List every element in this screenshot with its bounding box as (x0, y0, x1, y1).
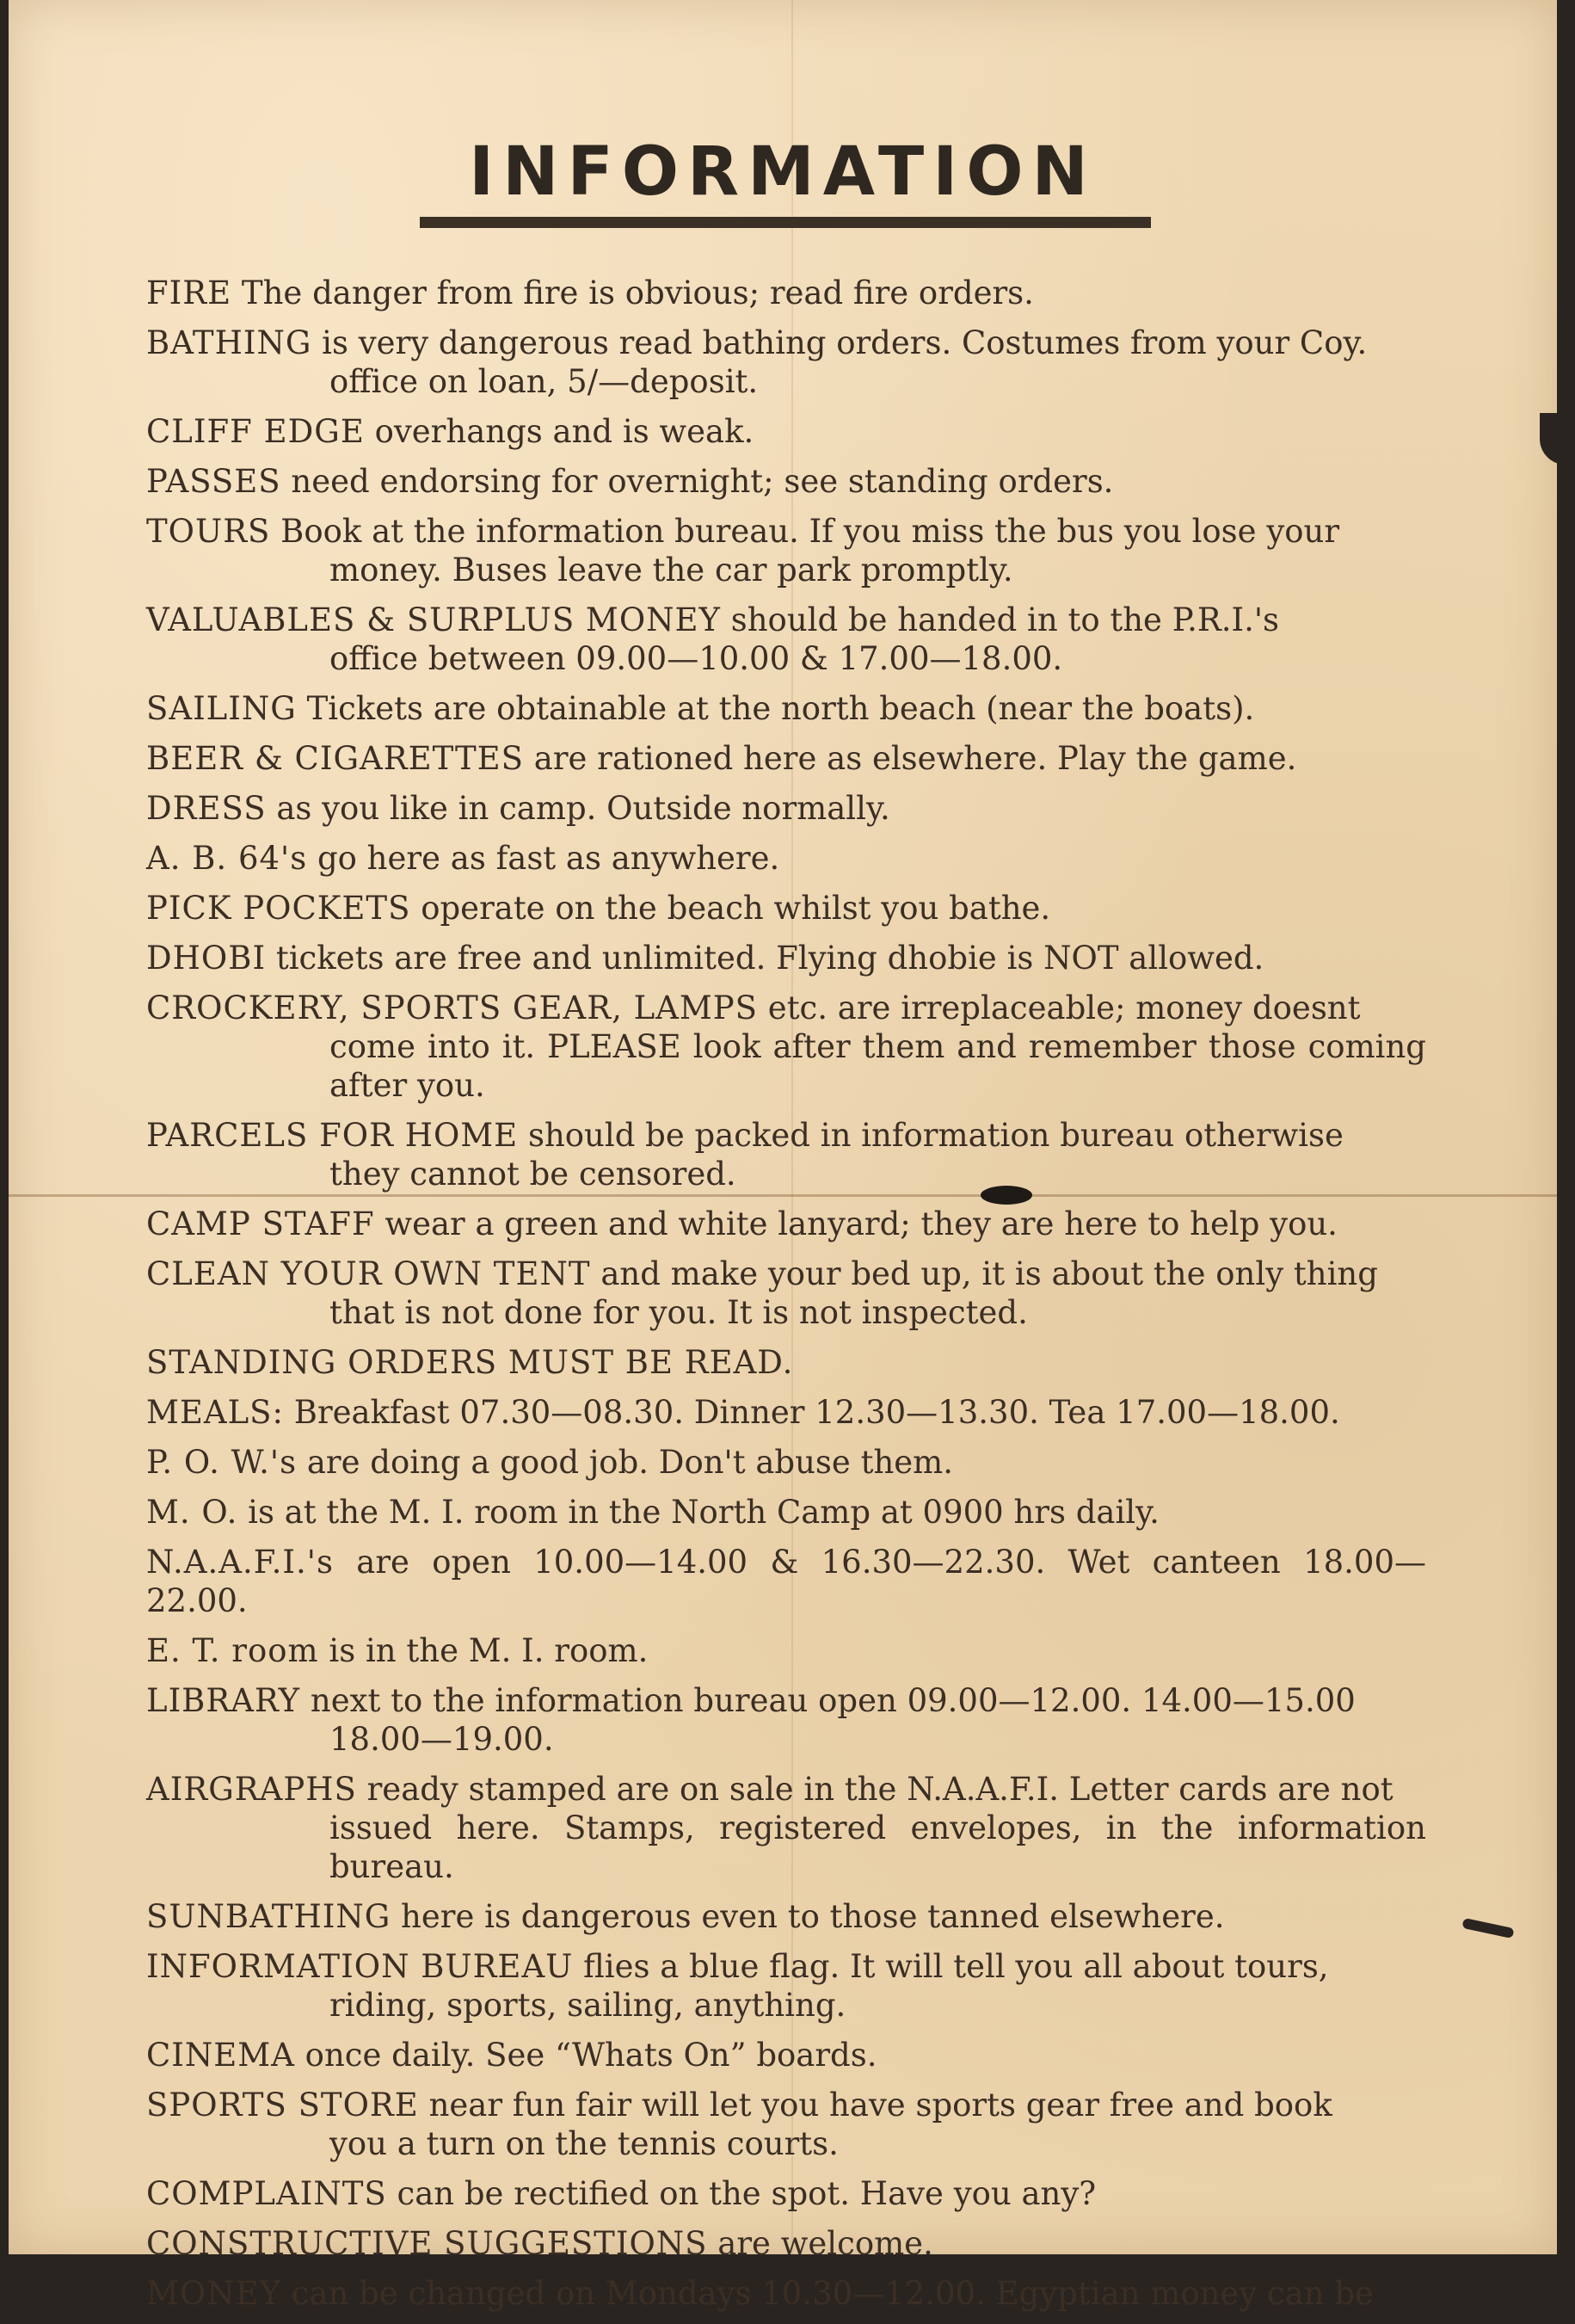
entry-text: are rationed here as elsewhere. Play the game. (524, 740, 1297, 777)
entry-heading: PASSES (146, 463, 281, 500)
entry-heading: INFORMATION BUREAU (146, 1948, 574, 1985)
entry-heading: VALUABLES & SURPLUS MONEY (146, 601, 721, 638)
entry-heading: LIBRARY (146, 1682, 301, 1719)
entry-continuation: they cannot be censored. (329, 1156, 736, 1193)
entry-heading: CLEAN YOUR OWN TENT (146, 1255, 591, 1292)
information-list (146, 274, 1426, 2324)
entry-text: next to the information bureau open 09.00—12.00. 14.00—15.00 (300, 1682, 1356, 1719)
information-entry (146, 462, 1426, 501)
information-entry (146, 412, 1426, 451)
information-entry (146, 1116, 1426, 1193)
entry-text: flies a blue flag. It will tell you all about tours, (573, 1948, 1329, 1985)
information-entry (146, 601, 1426, 678)
entry-text: are welcome. (707, 2225, 933, 2262)
entry-text: is at the M. I. room in the North Camp at 0900 hrs daily. (237, 1494, 1160, 1531)
information-entry (146, 1947, 1426, 2025)
entry-text: are open 10.00—14.00 & 16.30—22.30. Wet canteen 18.00—22.00. (146, 1544, 1426, 1619)
information-entry (146, 274, 1426, 312)
entry-text: overhangs and is weak. (364, 413, 754, 450)
entry-heading: BATHING (146, 324, 312, 361)
entry-heading: SAILING (146, 690, 297, 727)
information-entry (146, 324, 1426, 401)
entry-continuation: come into it. PLEASE look after them and remember those coming after you. (329, 1028, 1426, 1104)
entry-text: here is dangerous even to those tanned elsewhere. (391, 1898, 1225, 1935)
information-entry (146, 1770, 1426, 1886)
entry-heading: TOURS (146, 513, 271, 550)
entry-text: go here as fast as anywhere. (307, 840, 780, 877)
page-title: INFORMATION (469, 133, 1097, 211)
information-entry (146, 789, 1426, 828)
entry-text: wear a green and white lanyard; they are here to help you. (374, 1205, 1338, 1242)
entry-continuation: 18.00—19.00. (329, 1721, 554, 1758)
entry-text: near fun fair will let you have sports gear free and book (418, 2087, 1332, 2124)
entry-continuation: you a turn on the tennis courts. (329, 2125, 839, 2162)
entry-heading: DHOBI (146, 940, 267, 977)
title-underline (420, 217, 1151, 228)
entry-heading: SPORTS STORE (146, 2087, 419, 2124)
information-entry (146, 1681, 1426, 1759)
information-entry (146, 1205, 1426, 1243)
entry-text: Tickets are obtainable at the north beach (near the boats). (296, 690, 1255, 727)
entry-text: as you like in camp. Outside normally. (266, 790, 890, 827)
entry-text: and make your bed up, it is about the only thing (590, 1255, 1378, 1292)
information-entry (146, 839, 1426, 878)
information-entry (146, 512, 1426, 589)
information-entry (146, 1343, 1426, 1382)
entry-text: Book at the information bureau. If you miss the bus you lose your (270, 513, 1340, 550)
entry-heading: CINEMA (146, 2037, 295, 2074)
entry-text: operate on the beach whilst you bathe. (410, 890, 1051, 927)
entry-heading: AIRGRAPHS (146, 1771, 357, 1808)
entry-heading: CROCKERY, SPORTS GEAR, LAMPS (146, 989, 759, 1026)
entry-text: is very dangerous read bathing orders. Costumes from your Coy. (311, 324, 1368, 361)
entry-heading: MEALS: (146, 1394, 284, 1431)
information-entry (146, 2086, 1426, 2163)
entry-text: Breakfast 07.30—08.30. Dinner 12.30—13.30. Tea 17.00—18.00. (284, 1394, 1340, 1431)
information-entry (146, 1254, 1426, 1332)
entry-heading: CAMP STAFF (146, 1205, 375, 1242)
information-entry (146, 989, 1426, 1105)
entry-text: The danger from fire is obvious; read fire orders. (231, 274, 1034, 311)
entry-text: once daily. See “Whats On” boards. (294, 2037, 877, 2074)
entry-continuation: issued here. Stamps, registered envelopes, in the information bureau. (329, 1809, 1426, 1885)
entry-text: ready stamped are on sale in the N.A.A.F.I. Letter cards are not (356, 1771, 1394, 1808)
information-entry (146, 689, 1426, 728)
entry-heading: P. O. W.'s (146, 1444, 298, 1481)
entry-heading: BEER & CIGARETTES (146, 740, 524, 777)
information-entry (146, 739, 1426, 778)
information-entry (146, 889, 1426, 928)
information-entry (146, 2274, 1426, 2313)
information-entry (146, 1631, 1426, 1670)
information-entry (146, 1493, 1426, 1532)
information-entry (146, 1393, 1426, 1432)
entry-text: etc. are irreplaceable; money doesnt (758, 989, 1361, 1026)
entry-heading: FIRE (146, 274, 232, 311)
entry-text: tickets are free and unlimited. Flying dhobie is NOT allowed. (266, 940, 1264, 977)
entry-heading: DRESS (146, 790, 267, 827)
entry-heading: PICK POCKETS (146, 890, 411, 927)
entry-heading: CLIFF EDGE (146, 413, 365, 450)
entry-heading: MONEY (146, 2275, 282, 2312)
entry-text: can be changed on Mondays 10.30—12.00. Egyptian money can be (281, 2275, 1374, 2312)
entry-continuation: that is not done for you. It is not inspected. (329, 1294, 1028, 1331)
entry-text: can be rectified on the spot. Have you any? (386, 2175, 1097, 2212)
information-entry (146, 2036, 1426, 2074)
entry-heading: CONSTRUCTIVE SUGGESTIONS (146, 2225, 708, 2262)
entry-continuation: office on loan, 5/—deposit. (329, 363, 759, 400)
entry-heading: N.A.A.F.I.'s (146, 1544, 334, 1581)
entry-text: should be handed in to the P.R.I.'s (720, 601, 1280, 638)
entry-heading: SUNBATHING (146, 1898, 391, 1935)
entry-continuation: office between 09.00—10.00 & 17.00—18.00. (329, 640, 1063, 677)
information-entry (146, 1443, 1426, 1482)
entry-heading: M. O. (146, 1494, 238, 1531)
information-entry (146, 2174, 1426, 2213)
entry-heading: STANDING ORDERS MUST BE READ. (146, 1344, 794, 1381)
entry-continuation: riding, sports, sailing, anything. (329, 1987, 846, 2024)
entry-heading: PARCELS FOR HOME (146, 1117, 519, 1154)
entry-continuation: money. Buses leave the car park promptly. (329, 552, 1013, 589)
information-entry (146, 1543, 1426, 1620)
information-entry (146, 2224, 1426, 2263)
entry-heading: COMPLAINTS (146, 2175, 387, 2212)
entry-text: is in the M. I. room. (318, 1632, 649, 1669)
information-entry (146, 1897, 1426, 1936)
entry-text: are doing a good job. Don't abuse them. (297, 1444, 954, 1481)
information-entry (146, 939, 1426, 977)
entry-text: should be packed in information bureau otherwise (518, 1117, 1344, 1154)
entry-heading: E. T. room (146, 1632, 319, 1669)
entry-text: need endorsing for overnight; see standing orders. (280, 463, 1114, 500)
entry-heading: A. B. 64's (146, 840, 308, 877)
